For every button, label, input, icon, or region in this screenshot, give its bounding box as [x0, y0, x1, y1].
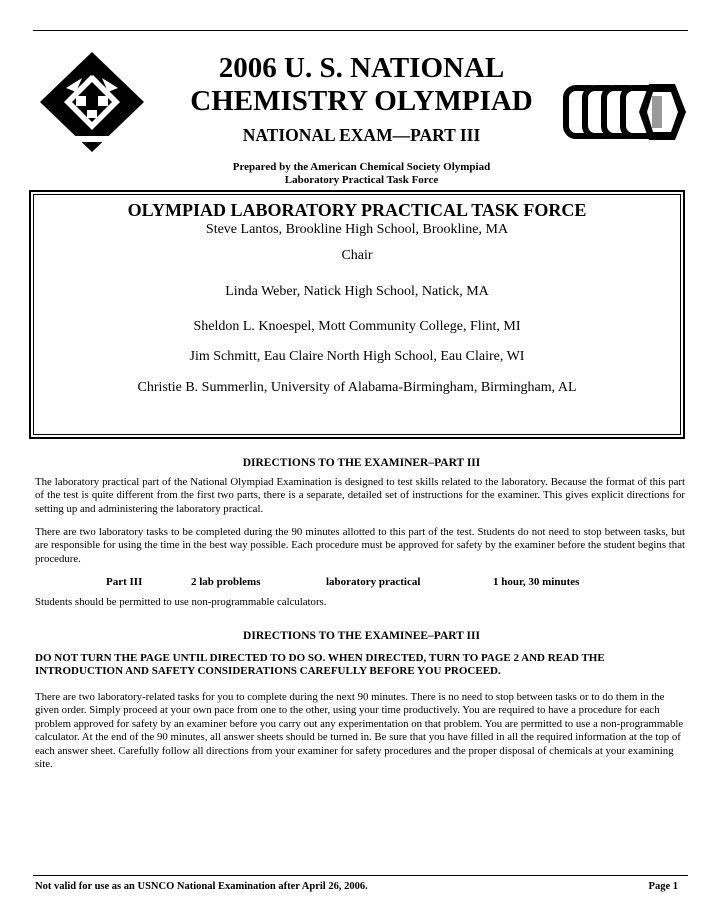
- task-force-member: Linda Weber, Natick High School, Natick, MA: [225, 284, 489, 299]
- task-force-member: Christie B. Summerlin, University of Alabama-Birmingham, Birmingham, AL: [137, 380, 577, 395]
- top-rule: [33, 30, 688, 31]
- exam-title-line2: CHEMISTRY OLYMPIAD: [190, 85, 533, 117]
- exam-subtitle: NATIONAL EXAM—PART III: [242, 125, 481, 145]
- validity-notice: Not valid for use as an USNCO National Examination after April 26, 2006.: [35, 881, 368, 892]
- prepared-by-line1: Prepared by the American Chemical Society Olympiad: [232, 161, 491, 173]
- examinee-paragraph: There are two laboratory-related tasks for you to complete during the next 90 minutes. There is no need to stop between tasks or to do them in the given order. Simply proceed at your own pace from one to the other, using your time productively. You are required to have a procedure for each problem approved for safety by an examiner before you carry out any experimentation on that problem. You are permitted to use a non-programmable calculator. At the end of the 90 minutes, all answer sheets should be turned in. Be sure that you have filled in all the required information at the top of each answer sheet. Carefully follow all directions from your examiner for safety procedures and the proper disposal of chemicals at your examining site.: [35, 691, 684, 771]
- task-force-member: Jim Schmitt, Eau Claire North High School, Eau Claire, WI: [189, 349, 525, 364]
- calculator-note: Students should be permitted to use non-programmable calculators.: [35, 596, 327, 608]
- page-number: Page 1: [648, 881, 678, 892]
- prepared-by-line2: Laboratory Practical Task Force: [284, 174, 439, 186]
- task-force-member: Sheldon L. Knoespel, Mott Community College, Flint, MI: [193, 319, 521, 334]
- exam-title-line1: 2006 U. S. NATIONAL: [218, 52, 505, 84]
- exam-part-cell: Part III: [106, 576, 143, 588]
- task-force-title: OLYMPIAD LABORATORY PRACTICAL TASK FORCE: [127, 200, 587, 220]
- task-force-member: Chair: [341, 248, 373, 263]
- examiner-paragraph-2: There are two laboratory tasks to be completed during the 90 minutes allotted to this part of the test. Students do not need to stop between tasks, but are responsible for using the time in the best way possible. Each procedure must be approved for safety by the examiner before the student begins that procedure.: [35, 526, 685, 565]
- prepared-by: [0, 161, 723, 187]
- examinee-warning: DO NOT TURN THE PAGE UNTIL DIRECTED TO DO SO. WHEN DIRECTED, TURN TO PAGE 2 AND READ THE INTRODUCTION AND SAFETY CONSIDERATIONS CAREFULLY BEFORE YOU PROCEED.: [35, 652, 605, 678]
- exam-type-cell: laboratory practical: [326, 576, 421, 588]
- examiner-paragraph-1: The laboratory practical part of the National Olympiad Examination is designed to test skills related to the laboratory. Because the format of this part of the test is quite different from the first two parts, there is a separate, detailed set of instructions for the examiner. This gives explicit directions for setting up and administering the laboratory practical.: [35, 476, 685, 515]
- footer-rule: [33, 875, 688, 876]
- task-force-member: Steve Lantos, Brookline High School, Brookline, MA: [205, 222, 509, 237]
- exam-time-cell: 1 hour, 30 minutes: [493, 576, 580, 588]
- examiner-heading: DIRECTIONS TO THE EXAMINER–PART III: [242, 457, 481, 469]
- exam-problems-cell: 2 lab problems: [191, 576, 261, 588]
- examinee-heading: DIRECTIONS TO THE EXAMINEE–PART III: [243, 630, 480, 642]
